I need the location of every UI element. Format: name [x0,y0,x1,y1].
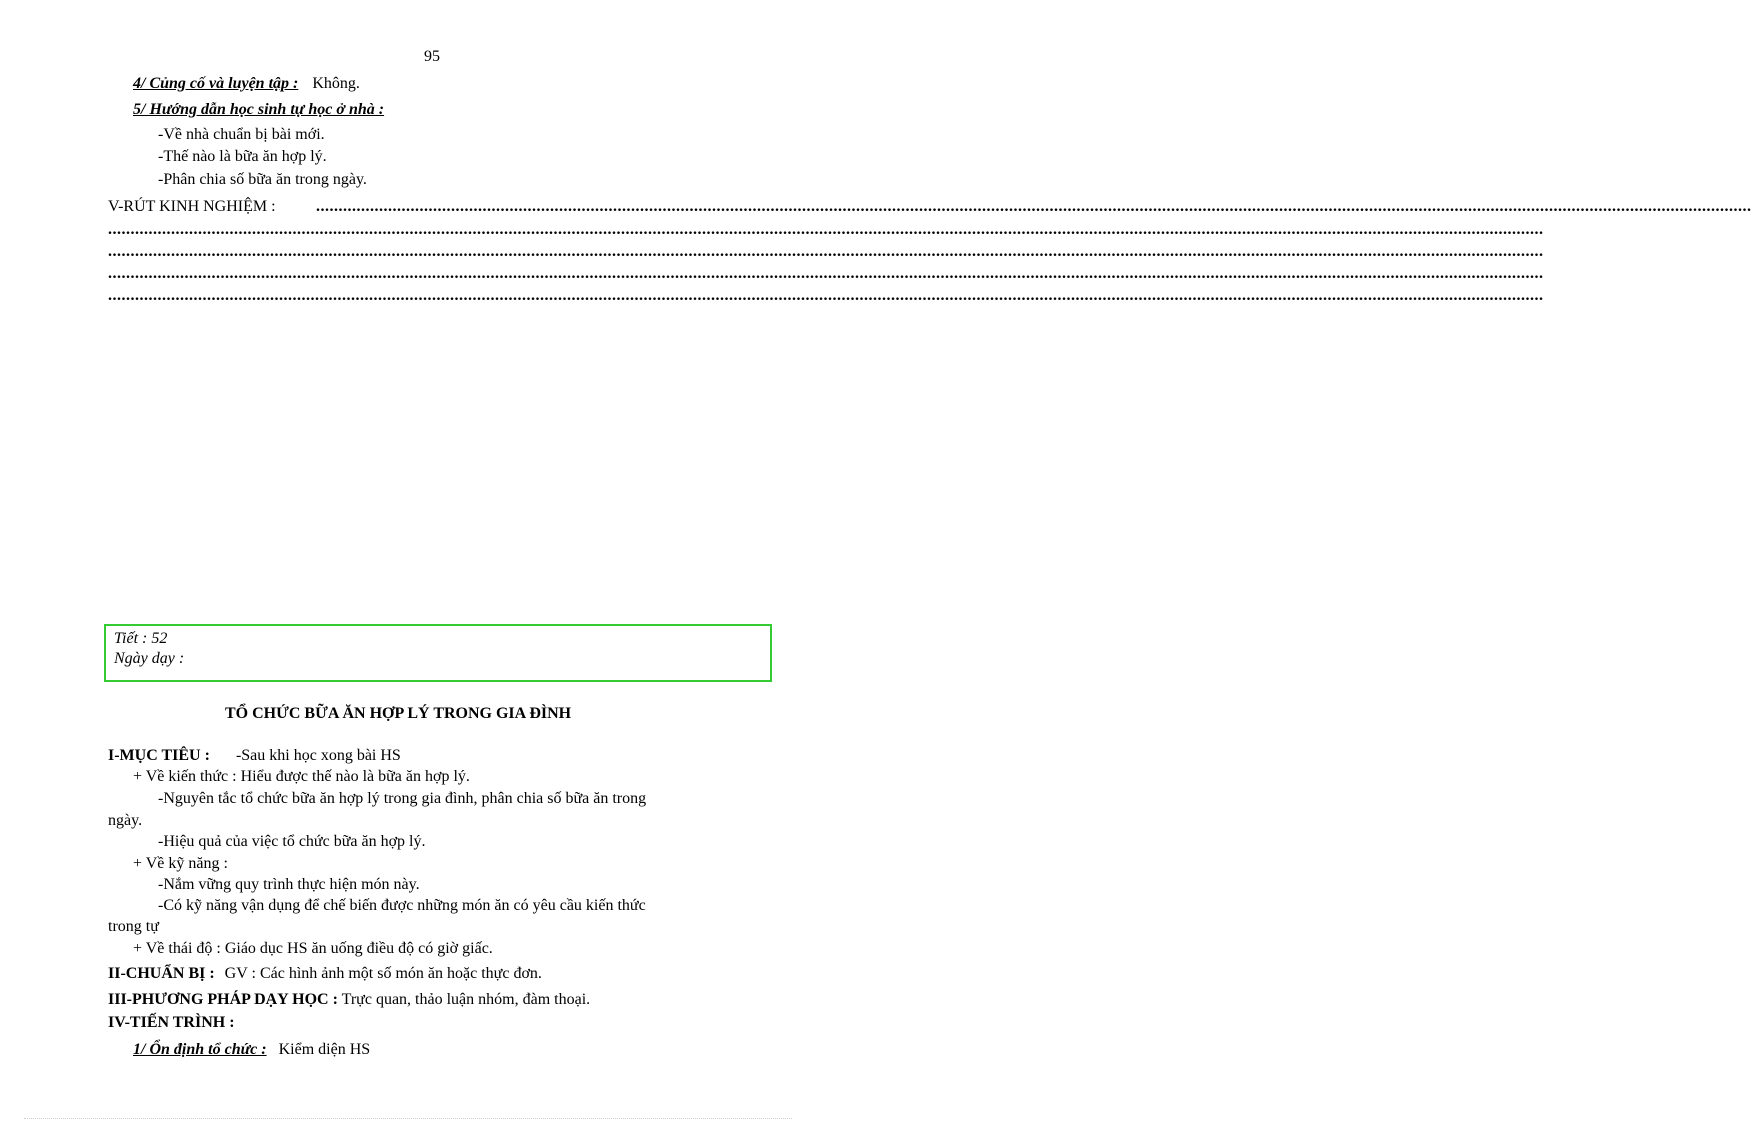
skills-line: + Về kỹ năng : [133,855,228,872]
knowledge-item: -Nguyên tắc tổ chức bữa ăn hợp lý trong gia đình, phân chia số bữa ăn trong [158,790,647,807]
review-dots: ............................................................................................................................................................................................................................................................................................................................... [108,287,1544,304]
step-1-text: Kiểm diện HS [278,1041,371,1058]
section-5-item: -Phân chia số bữa ăn trong ngày. [158,171,367,188]
skills-item: -Nắm vững quy trình thực hiện món này. [158,876,420,893]
method-text: Trực quan, thảo luận nhóm, đàm thoại. [341,991,591,1008]
step-1-label: 1/ Ổn định tổ chức : [133,1041,267,1058]
period-label: Tiết : 52 [114,630,168,647]
section-4-label: 4/ Củng cố và luyện tập : [133,75,299,92]
page-number: 95 [424,48,440,65]
review-dots: ............................................................................................................................................................................................................................................................................................................................... [108,221,1544,238]
page-bottom-border [24,1118,792,1119]
review-dots: ............................................................................................................................................................................................................................................................................................................................... [316,198,1752,215]
objectives-intro: -Sau khi học xong bài HS [235,747,401,764]
section-4 [133,75,360,93]
review-label: V-RÚT KINH NGHIỆM : [108,198,276,215]
method-line [108,991,590,1009]
knowledge-line: + Về kiến thức : Hiểu được thế nào là bữa ăn hợp lý. [133,768,470,785]
process-label: IV-TIẾN TRÌNH : [108,1014,235,1031]
objectives-label: I-MỤC TIÊU : [108,747,210,764]
objectives-heading [108,747,401,765]
step-1 [133,1041,370,1059]
skills-item: -Có kỹ năng vận dụng để chế biến được những món ăn có yêu cầu kiến thức [158,897,646,914]
review-dots: ............................................................................................................................................................................................................................................................................................................................... [108,243,1544,260]
knowledge-item-cont: ngày. [108,812,143,829]
section-5-item: -Thế nào là bữa ăn hợp lý. [158,148,327,165]
prep-line [108,965,542,983]
section-5-label: 5/ Hướng dẫn học sinh tự học ở nhà : [133,101,385,118]
knowledge-item: -Hiệu quả của việc tổ chức bữa ăn hợp lý. [158,833,426,850]
lesson-info-box [104,624,772,682]
date-label: Ngày dạy : [114,650,185,667]
section-4-text: Không. [312,75,360,92]
lesson-title: TỔ CHỨC BỮA ĂN HỢP LÝ TRONG GIA ĐÌNH [225,705,572,722]
section-5-item: -Về nhà chuẩn bị bài mới. [158,126,325,143]
review-dots: ............................................................................................................................................................................................................................................................................................................................... [108,265,1544,282]
method-label: III-PHƯƠNG PHÁP DẠY HỌC : [108,991,338,1008]
prep-text: GV : Các hình ảnh một số món ăn hoặc thực đơn. [224,965,542,982]
prep-label: II-CHUẨN BỊ : [108,965,215,982]
attitude-line: + Về thái độ : Giáo dục HS ăn uống điều độ có giờ giấc. [133,940,493,957]
skills-item-cont: trong tự [108,918,159,935]
